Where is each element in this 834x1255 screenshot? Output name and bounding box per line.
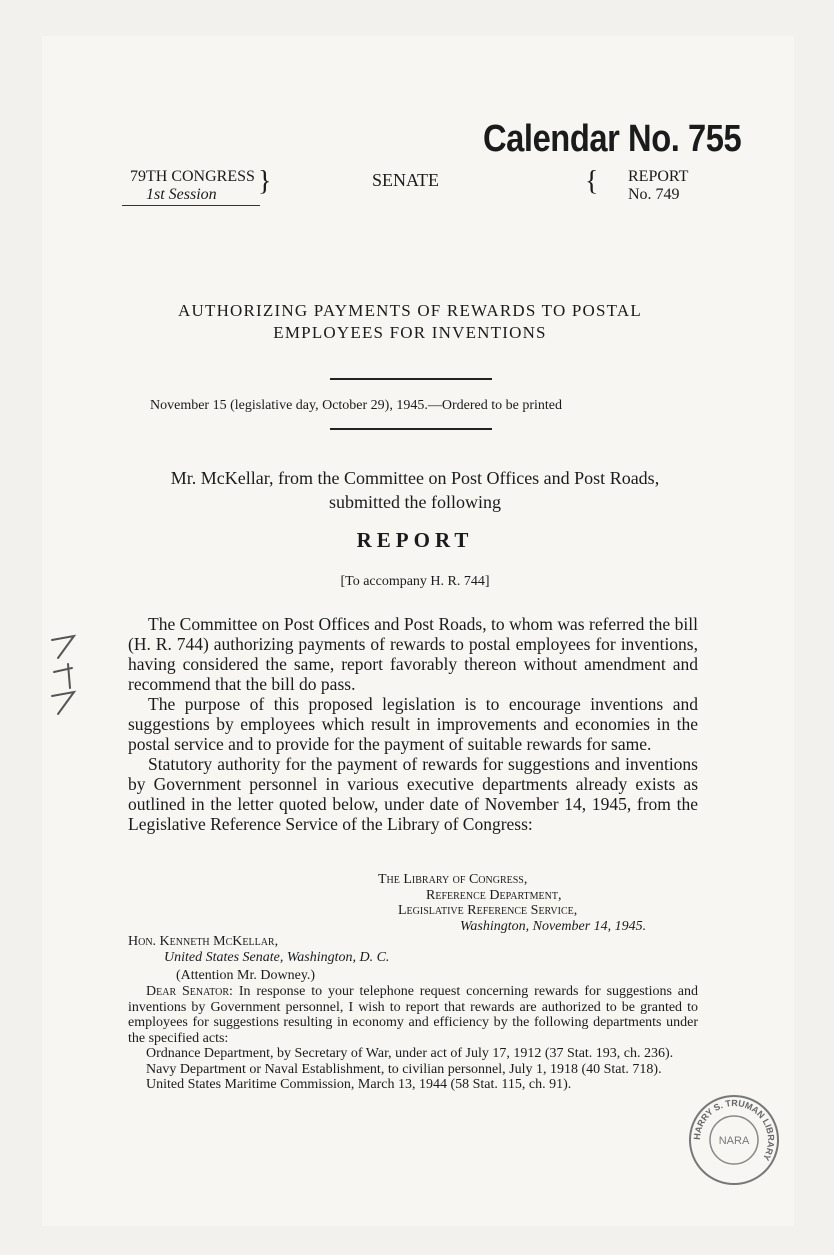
paragraph-3: Statutory authority for the payment of rewards for suggestions and inventions by Government personnel in various executive departments already exists as outlined in the letter quoted below, under date of November 14, 1945, from the Legislative Reference Service of the Library of Congress: bbox=[128, 754, 698, 834]
title-line-2: EMPLOYEES FOR INVENTIONS bbox=[273, 323, 547, 342]
letter-item-1: Ordnance Department, by Secretary of War, under act of July 17, 1912 (37 Stat. 193, ch. 236). bbox=[146, 1046, 674, 1061]
stamp-ring-text: HARRY S. TRUMAN LIBRARY bbox=[691, 1097, 777, 1163]
left-brace: } bbox=[258, 166, 272, 197]
intro-line-2: submitted the following bbox=[329, 492, 501, 512]
right-brace: { bbox=[585, 166, 599, 197]
congress: 79TH CONGRESS bbox=[130, 168, 255, 185]
addressee bbox=[128, 934, 389, 984]
stamp-center-text: NARA bbox=[718, 1135, 750, 1147]
rule-top bbox=[330, 378, 492, 380]
rule-bottom bbox=[330, 428, 492, 430]
letterhead-line-1: The Library of Congress, bbox=[378, 872, 528, 887]
letterhead-line-4: Washington, November 14, 1945. bbox=[460, 918, 647, 934]
handwritten-note-icon bbox=[44, 630, 84, 720]
addressee-place: United States Senate, Washington, D. C. bbox=[164, 950, 390, 965]
report-word: REPORT bbox=[628, 168, 689, 185]
calendar-number: Calendar No. 755 bbox=[483, 118, 742, 160]
letter-first-paragraph bbox=[128, 984, 698, 1046]
paragraph-2: The purpose of this proposed legislation is to encourage inventions and suggestions by employees which result in improvements and economies in the postal service and to provide for the payment of suitable rewards for same. bbox=[128, 694, 698, 754]
chamber: SENATE bbox=[372, 170, 439, 190]
congress-label bbox=[130, 168, 255, 186]
date-line: November 15 (legislative day, October 29), 1945.—Ordered to be printed bbox=[150, 398, 562, 413]
session-label: 1st Session bbox=[146, 186, 217, 203]
intro bbox=[120, 466, 710, 514]
letter-text: In response to your telephone request concerning rewards for suggestions and inventions by Government personnel, I wish to report that rewards are authorized to be granted to employees for suggestions resulting in economy and efficiency by the following departments under the specified acts: bbox=[128, 984, 698, 1046]
letterhead-line-2: Reference Department, bbox=[426, 887, 562, 903]
letterhead bbox=[378, 872, 646, 934]
title-line-1: AUTHORIZING PAYMENTS OF REWARDS TO POSTAL bbox=[178, 301, 642, 320]
letter-item-2: Navy Department or Naval Establishment, to civilian personnel, July 1, 1918 (40 Stat. 718). bbox=[146, 1061, 662, 1077]
letter-body bbox=[128, 984, 698, 1093]
library-seal-icon bbox=[686, 1092, 782, 1188]
header-rule bbox=[122, 205, 260, 206]
letterhead-line-3: Legislative Reference Service, bbox=[398, 903, 578, 918]
addressee-attention: (Attention Mr. Downey.) bbox=[176, 968, 316, 983]
intro-line-1: Mr. McKellar, from the Committee on Post Offices and Post Roads, bbox=[170, 468, 660, 488]
report-title bbox=[120, 300, 700, 344]
body-paragraphs bbox=[128, 614, 698, 834]
addressee-name: Hon. Kenneth McKellar, bbox=[128, 934, 279, 949]
report-heading: REPORT bbox=[356, 528, 474, 552]
report-number: No. 749 bbox=[628, 186, 680, 203]
accompany-note: [To accompany H. R. 744] bbox=[340, 574, 490, 589]
salutation: Dear Senator: bbox=[146, 984, 233, 999]
letter-item-3: United States Maritime Commission, March 13, 1944 (58 Stat. 115, ch. 91). bbox=[146, 1077, 572, 1092]
paragraph-1: The Committee on Post Offices and Post Roads, to whom was referred the bill (H. R. 744) authorizing payments of rewards to postal employees for inventions, having considered the same, report favorably thereon without amendment and recommend that the bill do pass. bbox=[128, 614, 698, 694]
